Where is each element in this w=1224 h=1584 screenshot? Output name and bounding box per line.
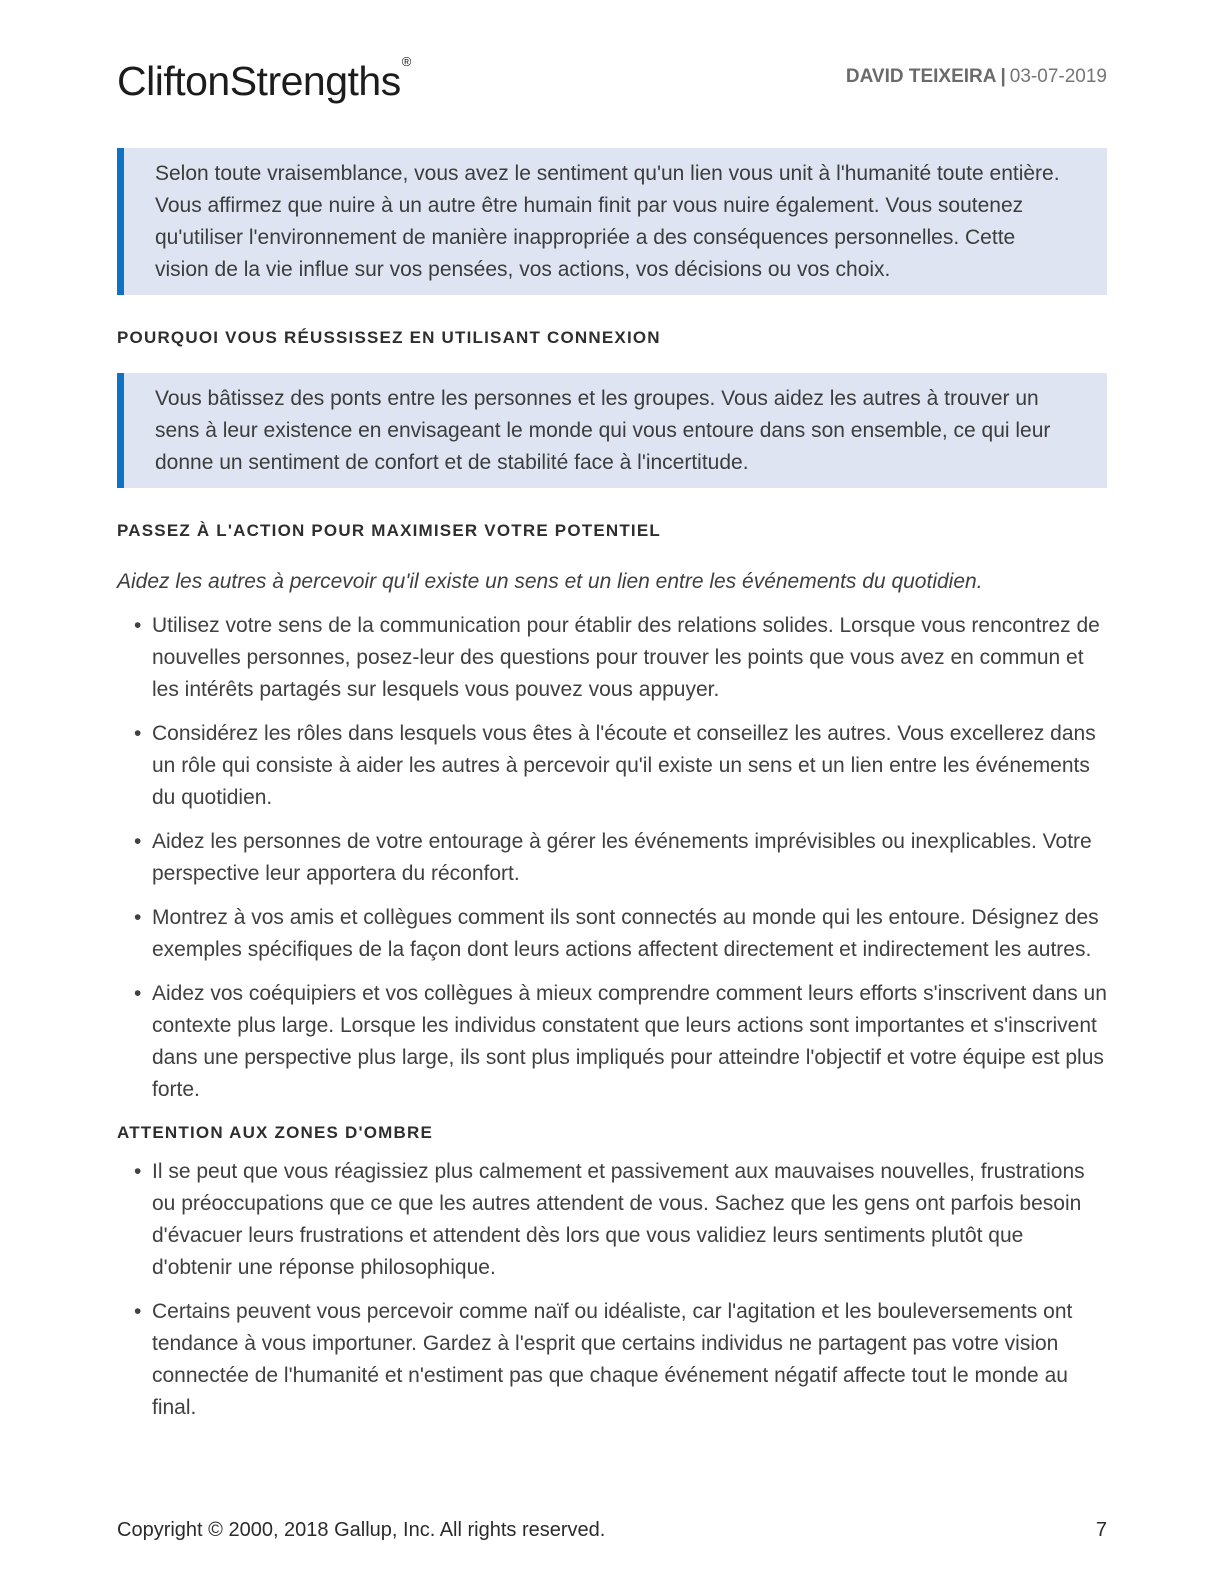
meta-separator: | [1000,66,1006,87]
list-item: • Montrez à vos amis et collègues comment ils sont connectés au monde qui les entoure. Désignez des exemples spécifiques de la façon dont leurs actions affectent directement et indirectement les autres. [117,902,1107,966]
page-footer [117,1519,1107,1542]
list-item: • Il se peut que vous réagissiez plus calmement et passivement aux mauvaises nouvelles, frustrations ou préoccupations que ce que les autres attendent de vous. Sachez que les gens ont parfois besoin d'évacuer leurs frustrations et attendent dès lors que vous validiez leurs sentiments plutôt que d'obtenir une réponse philosophique. [117,1156,1107,1284]
list-item: • Certains peuvent vous percevoir comme naïf ou idéaliste, car l'agitation et les bouleversements ont tendance à vous importuner. Gardez à l'esprit que certains individus ne partagent pas votre vision connectée de l'humanité et n'estiment pas que chaque événement négatif affecte tout le monde au final. [117,1296,1107,1424]
take-action-list [117,610,1107,1106]
list-item: • Aidez les personnes de votre entourage à gérer les événements imprévisibles ou inexplicables. Votre perspective leur apportera du réconfort. [117,826,1107,890]
list-item: • Utilisez votre sens de la communication pour établir des relations solides. Lorsque vous rencontrez de nouvelles personnes, posez-leur des questions pour trouver les points que vous avez en commun et les intérêts partagés sur lesquels vous pouvez vous appuyer. [117,610,1107,706]
theme-description-box [117,148,1107,295]
page-number: 7 [1095,1519,1107,1541]
section-title-take-action: PASSEZ À L'ACTION POUR MAXIMISER VOTRE POTENTIEL [117,521,661,540]
section-title-why-you-succeed: POURQUOI VOUS RÉUSSISSEZ EN UTILISANT CONNEXION [117,328,661,347]
take-action-lead: Aidez les autres à percevoir qu'il existe un sens et un lien entre les événements du quotidien. [117,570,983,593]
cliftonstrengths-logo [117,54,411,104]
user-name: DAVID TEIXEIRA [845,66,997,87]
list-item: • Aidez vos coéquipiers et vos collègues à mieux comprendre comment leurs efforts s'inscrivent dans un contexte plus large. Lorsque les individus constatent que leurs actions sont importantes et s'inscrivent dans une perspective plus large, ils sont plus impliqués pour atteindre l'objectif et votre équipe est plus forte. [117,978,1107,1106]
blind-spots-list [117,1156,1107,1424]
list-item: • Considérez les rôles dans lesquels vous êtes à l'écoute et conseillez les autres. Vous excellerez dans un rôle qui consiste à aider les autres à percevoir qu'il existe un sens et un lien entre les événements du quotidien. [117,718,1107,814]
registered-trademark-icon: ® [401,54,411,70]
theme-description-text: Selon toute vraisemblance, vous avez le sentiment qu'un lien vous unit à l'humanité toute entière. Vous affirmez que nuire à un autre être humain finit par vous nuire également. Vous soutenez qu'utiliser l'environnement de manière inappropriée a des conséquences personnelles. Cette vision de la vie influe sur vos pensées, vos actions, vos décisions ou vos choix. [155,162,1060,281]
report-date: 03-07-2019 [1009,66,1107,87]
section-title-blind-spots: ATTENTION AUX ZONES D'OMBRE [117,1123,433,1142]
logo-text: CliftonStrengths [117,58,401,104]
why-you-succeed-box [117,373,1107,488]
copyright-text: Copyright © 2000, 2018 Gallup, Inc. All rights reserved. [117,1519,606,1541]
report-meta [846,66,1107,102]
page-header [117,46,1107,102]
why-you-succeed-text: Vous bâtissez des ponts entre les personnes et les groupes. Vous aidez les autres à trouver un sens à leur existence en envisageant le monde qui vous entoure dans son ensemble, ce qui leur donne un sentiment de confort et de stabilité face à l'incertitude. [155,387,1051,474]
